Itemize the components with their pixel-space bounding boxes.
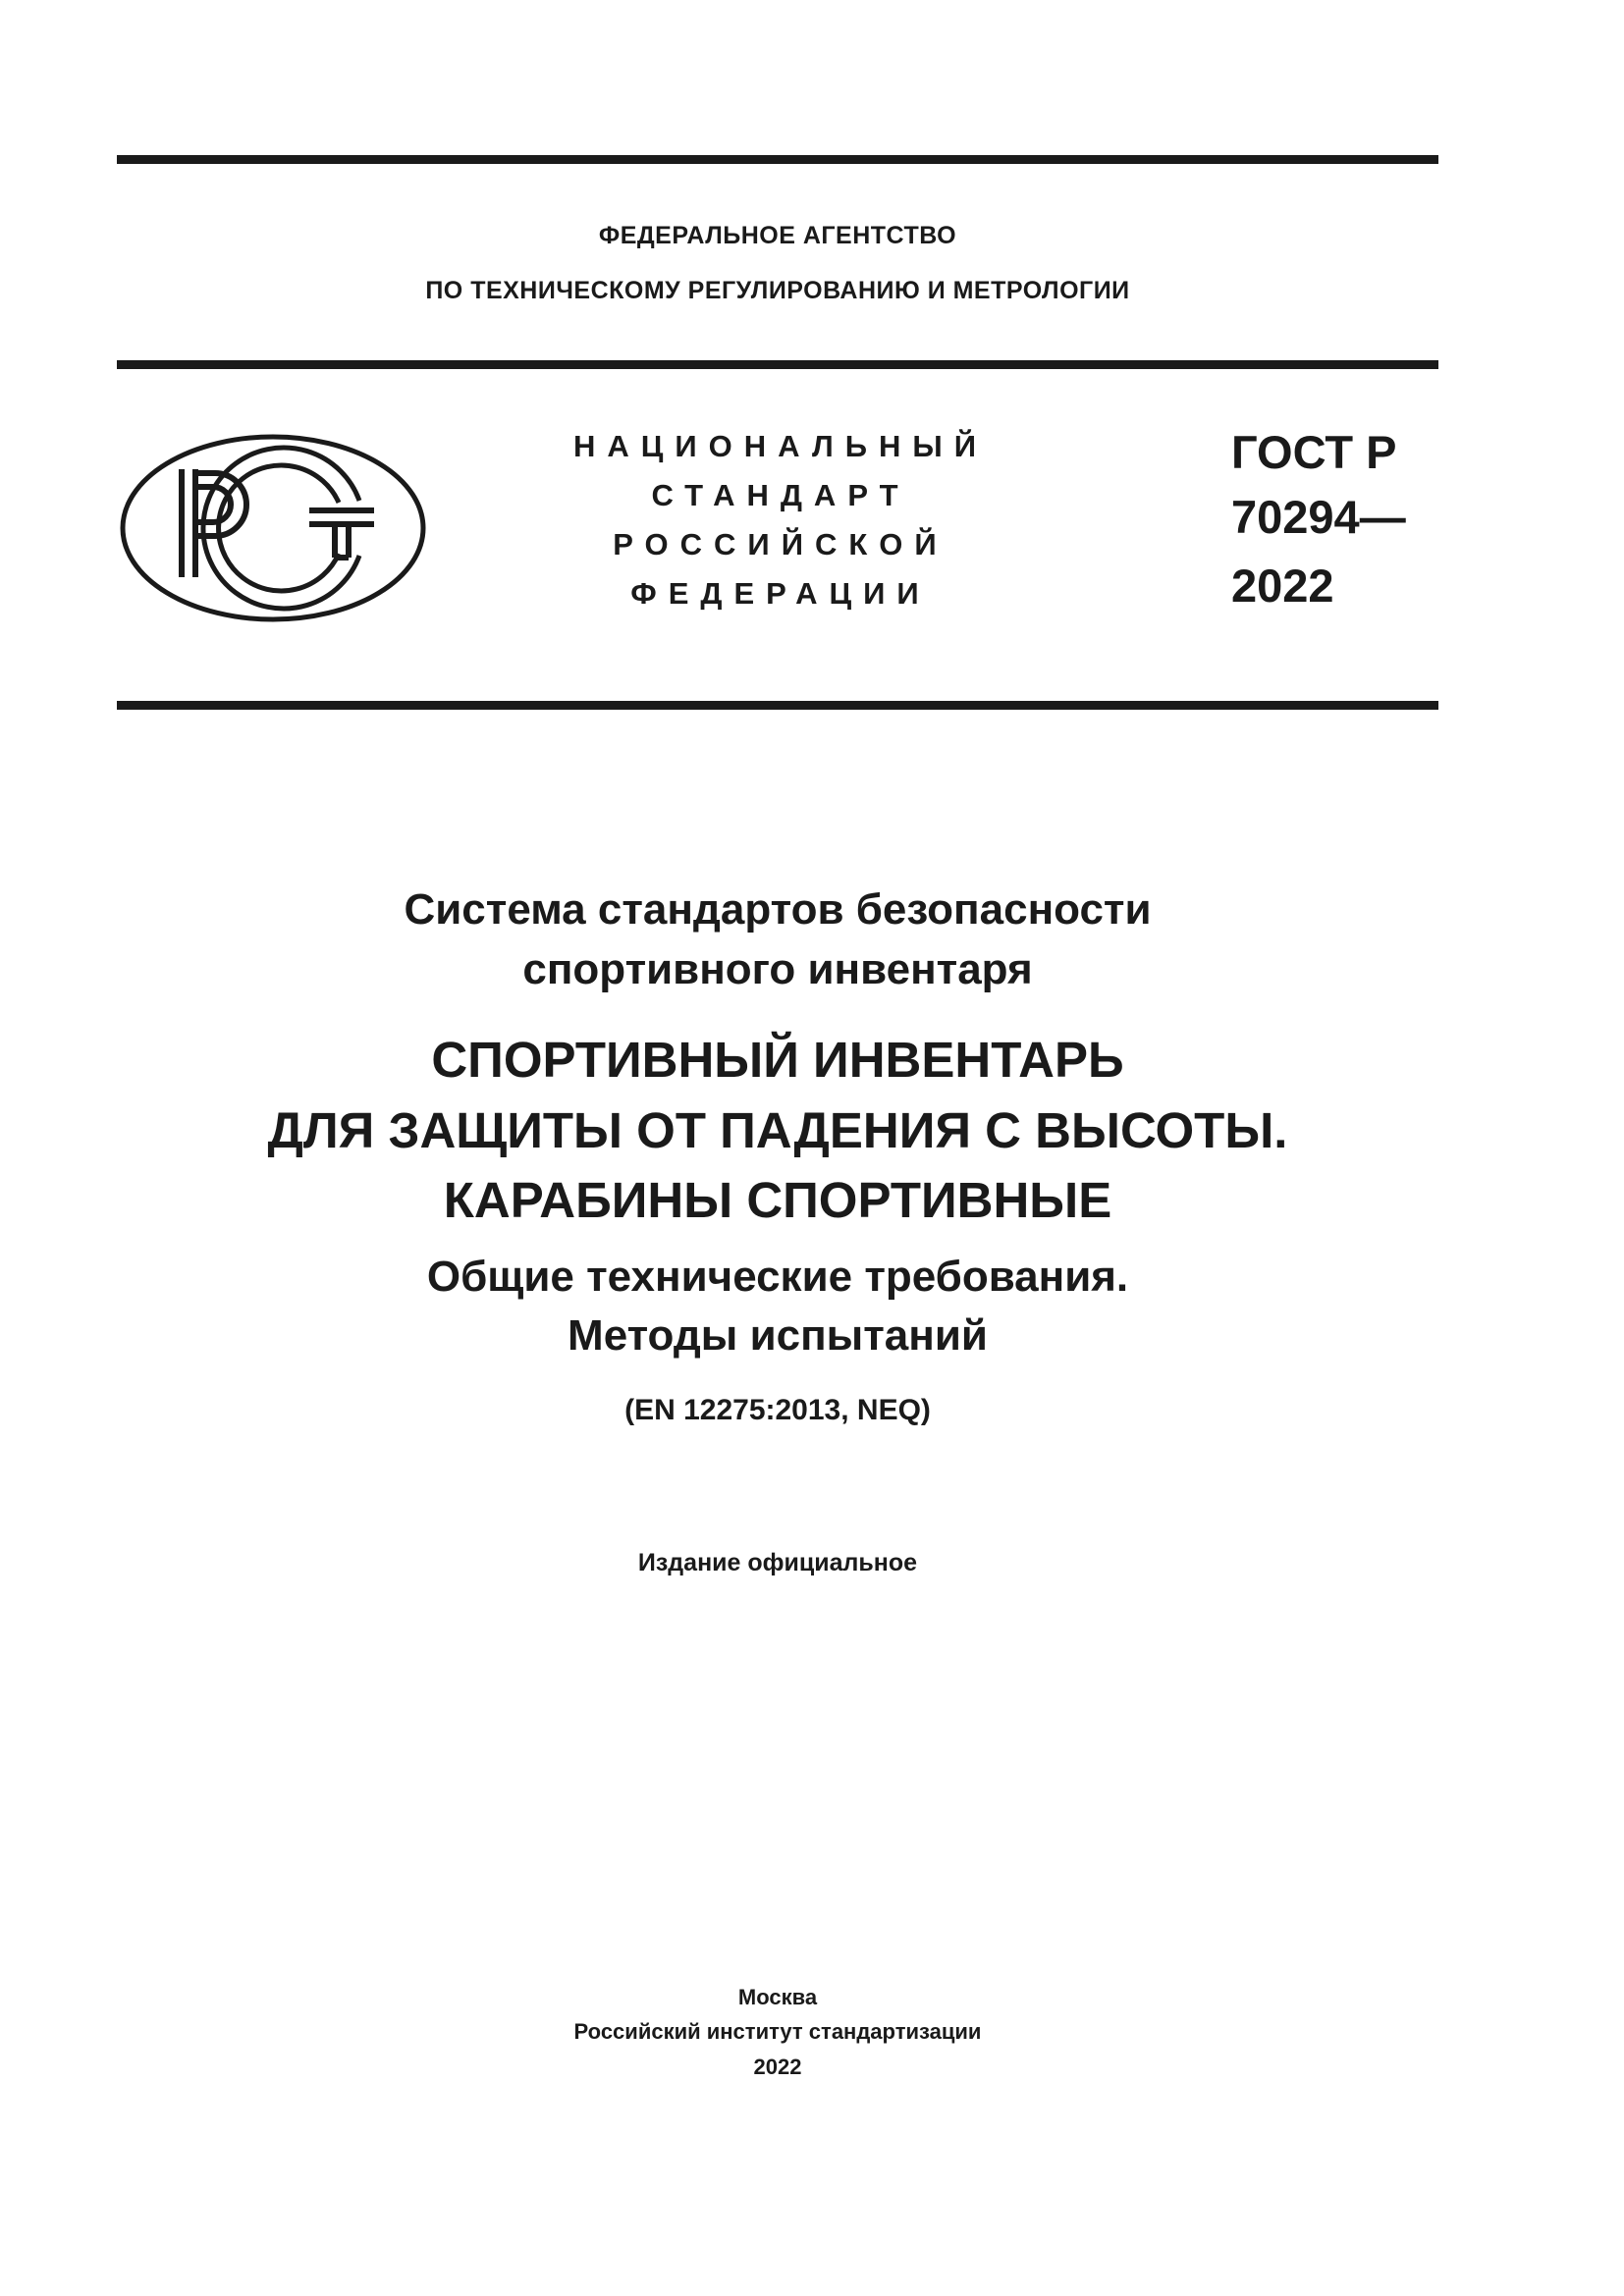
designation-line2: 70294— (1231, 491, 1406, 543)
footer-city: Москва (737, 1985, 818, 2009)
series-title-line2: спортивного инвентаря (522, 945, 1033, 993)
standard-type-line1: НАЦИОНАЛЬНЫЙ (572, 429, 989, 463)
standard-type-line4: ФЕДЕРАЦИИ (630, 576, 931, 611)
equivalence-note: (EN 12275:2013, NEQ) (624, 1394, 931, 1426)
agency-name-line1: ФЕДЕРАЛЬНОЕ АГЕНТСТВО (598, 222, 957, 249)
rst-certification-mark-icon (117, 430, 429, 626)
agency-name-line2: ПО ТЕХНИЧЕСКОМУ РЕГУЛИРОВАНИЮ И МЕТРОЛОГИИ (425, 277, 1130, 304)
standard-type-line3: РОССИЙСКОЙ (613, 527, 948, 561)
main-title-line2: ДЛЯ ЗАЩИТЫ ОТ ПАДЕНИЯ С ВЫСОТЫ. (267, 1102, 1288, 1158)
standard-type-line2: СТАНДАРТ (651, 478, 910, 512)
designation-line3: 2022 (1231, 560, 1334, 612)
middle-rule (117, 360, 1438, 369)
bottom-rule (117, 701, 1438, 710)
main-title-line1: СПОРТИВНЫЙ ИНВЕНТАРЬ (431, 1032, 1124, 1088)
footer-publisher: Российский институт стандартизации (573, 2019, 982, 2044)
subtitle-line2: Методы испытаний (568, 1311, 988, 1360)
footer-year: 2022 (753, 2055, 802, 2079)
main-title-line3: КАРАБИНЫ СПОРТИВНЫЕ (443, 1172, 1112, 1228)
top-rule (117, 155, 1438, 164)
designation-line1: ГОСТ Р (1231, 426, 1397, 478)
series-title-line1: Система стандартов безопасности (404, 885, 1152, 934)
subtitle-line1: Общие технические требования. (426, 1253, 1129, 1301)
edition-label: Издание официальное (637, 1549, 918, 1576)
